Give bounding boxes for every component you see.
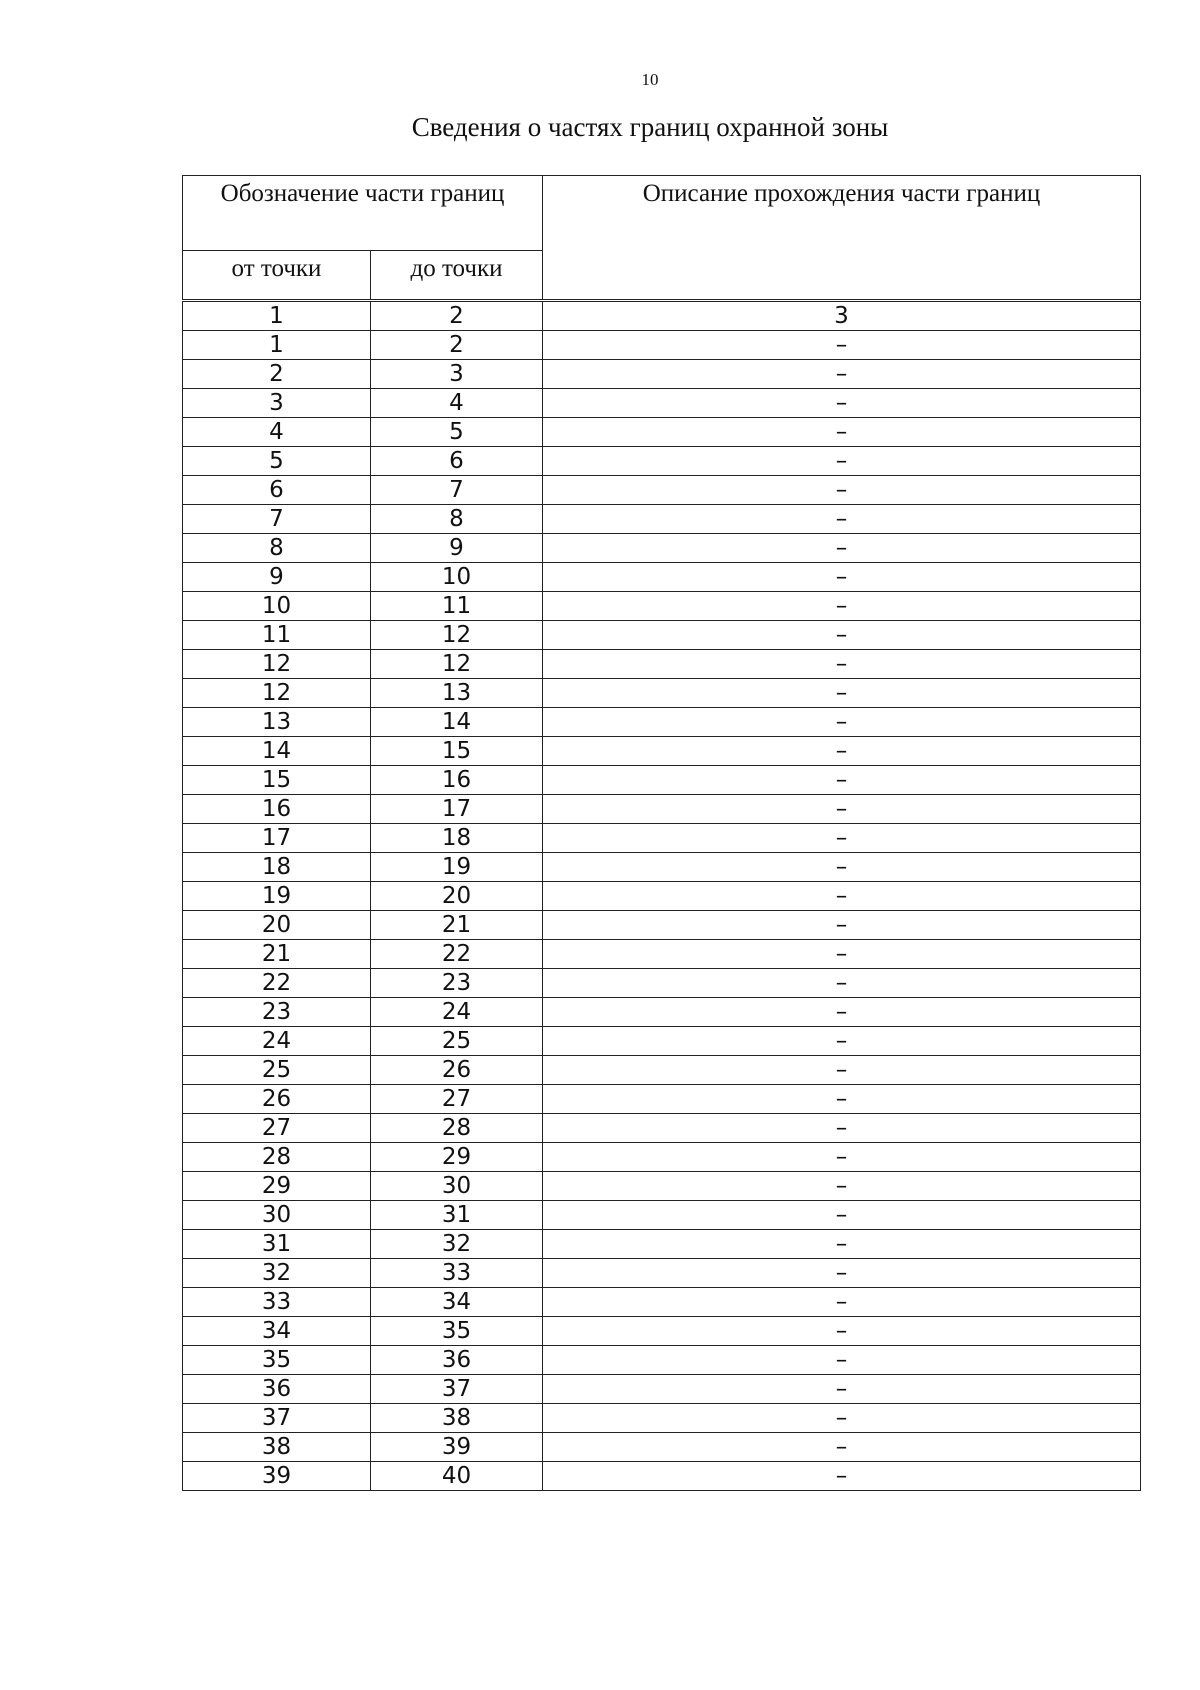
from-point-cell: 26 <box>183 1085 371 1114</box>
page-number: 10 <box>641 70 659 89</box>
from-point-cell: 28 <box>183 1143 371 1172</box>
description-cell: – <box>543 1143 1141 1172</box>
from-point-cell: 7 <box>183 505 371 534</box>
table-row <box>183 563 1141 592</box>
table-row <box>183 592 1141 621</box>
from-point-cell: 39 <box>183 1462 371 1491</box>
table-row <box>183 1404 1141 1433</box>
to-point-cell: 31 <box>371 1201 543 1230</box>
to-point-cell: 18 <box>371 824 543 853</box>
to-point-cell: 12 <box>371 650 543 679</box>
description-cell: – <box>543 592 1141 621</box>
table-row <box>183 1172 1141 1201</box>
table-row <box>183 853 1141 882</box>
table-row <box>183 1433 1141 1462</box>
document-title: Сведения о частях границ охранной зоны <box>411 112 889 142</box>
from-point-cell: 30 <box>183 1201 371 1230</box>
table-row <box>183 476 1141 505</box>
to-point-cell: 27 <box>371 1085 543 1114</box>
description-cell: – <box>543 1027 1141 1056</box>
table-row <box>183 650 1141 679</box>
from-point-cell: 5 <box>183 447 371 476</box>
to-point-cell: 24 <box>371 998 543 1027</box>
table-row <box>183 418 1141 447</box>
from-point-cell: 22 <box>183 969 371 998</box>
header-to-point: до точки <box>371 251 543 301</box>
description-cell: – <box>543 389 1141 418</box>
table-row <box>183 1346 1141 1375</box>
description-cell: – <box>543 998 1141 1027</box>
description-cell: – <box>543 1404 1141 1433</box>
header-designation: Обозначение части границ <box>183 176 543 251</box>
table-row <box>183 679 1141 708</box>
to-point-cell: 29 <box>371 1143 543 1172</box>
to-point-cell: 9 <box>371 534 543 563</box>
description-cell: – <box>543 1317 1141 1346</box>
column-number-2: 2 <box>371 301 543 331</box>
table-row <box>183 1143 1141 1172</box>
to-point-cell: 38 <box>371 1404 543 1433</box>
from-point-cell: 21 <box>183 940 371 969</box>
column-number-3: 3 <box>543 301 1141 331</box>
to-point-cell: 39 <box>371 1433 543 1462</box>
from-point-cell: 33 <box>183 1288 371 1317</box>
description-cell: – <box>543 1375 1141 1404</box>
table-row <box>183 824 1141 853</box>
description-cell: – <box>543 824 1141 853</box>
description-cell: – <box>543 650 1141 679</box>
description-cell: – <box>543 853 1141 882</box>
to-point-cell: 13 <box>371 679 543 708</box>
description-cell: – <box>543 1172 1141 1201</box>
from-point-cell: 15 <box>183 766 371 795</box>
description-cell: – <box>543 679 1141 708</box>
description-cell: – <box>543 476 1141 505</box>
to-point-cell: 8 <box>371 505 543 534</box>
table-row <box>183 998 1141 1027</box>
column-number-1: 1 <box>183 301 371 331</box>
from-point-cell: 10 <box>183 592 371 621</box>
to-point-cell: 30 <box>371 1172 543 1201</box>
from-point-cell: 11 <box>183 621 371 650</box>
to-point-cell: 11 <box>371 592 543 621</box>
description-cell: – <box>543 534 1141 563</box>
to-point-cell: 22 <box>371 940 543 969</box>
table-row <box>183 882 1141 911</box>
from-point-cell: 36 <box>183 1375 371 1404</box>
from-point-cell: 12 <box>183 679 371 708</box>
from-point-cell: 1 <box>183 331 371 360</box>
from-point-cell: 4 <box>183 418 371 447</box>
description-cell: – <box>543 1201 1141 1230</box>
from-point-cell: 17 <box>183 824 371 853</box>
from-point-cell: 8 <box>183 534 371 563</box>
to-point-cell: 36 <box>371 1346 543 1375</box>
description-cell: – <box>543 969 1141 998</box>
description-cell: – <box>543 1346 1141 1375</box>
table-row <box>183 795 1141 824</box>
description-cell: – <box>543 447 1141 476</box>
from-point-cell: 29 <box>183 1172 371 1201</box>
from-point-cell: 37 <box>183 1404 371 1433</box>
table-row <box>183 1317 1141 1346</box>
description-cell: – <box>543 360 1141 389</box>
to-point-cell: 19 <box>371 853 543 882</box>
description-cell: – <box>543 621 1141 650</box>
from-point-cell: 2 <box>183 360 371 389</box>
from-point-cell: 24 <box>183 1027 371 1056</box>
table-row <box>183 1201 1141 1230</box>
from-point-cell: 14 <box>183 737 371 766</box>
from-point-cell: 18 <box>183 853 371 882</box>
table-row <box>183 969 1141 998</box>
description-cell: – <box>543 1056 1141 1085</box>
to-point-cell: 28 <box>371 1114 543 1143</box>
from-point-cell: 19 <box>183 882 371 911</box>
boundary-parts-table <box>182 175 1141 1491</box>
description-cell: – <box>543 1462 1141 1491</box>
to-point-cell: 4 <box>371 389 543 418</box>
to-point-cell: 23 <box>371 969 543 998</box>
description-cell: – <box>543 331 1141 360</box>
to-point-cell: 26 <box>371 1056 543 1085</box>
table-row <box>183 447 1141 476</box>
from-point-cell: 3 <box>183 389 371 418</box>
description-cell: – <box>543 563 1141 592</box>
to-point-cell: 10 <box>371 563 543 592</box>
description-cell: – <box>543 418 1141 447</box>
table-row <box>183 1375 1141 1404</box>
table-row <box>183 708 1141 737</box>
from-point-cell: 27 <box>183 1114 371 1143</box>
description-cell: – <box>543 1085 1141 1114</box>
column-number-row <box>183 301 1141 331</box>
from-point-cell: 6 <box>183 476 371 505</box>
header-from-point: от точки <box>183 251 371 301</box>
description-cell: – <box>543 1433 1141 1462</box>
to-point-cell: 16 <box>371 766 543 795</box>
description-cell: – <box>543 766 1141 795</box>
table-row <box>183 360 1141 389</box>
to-point-cell: 12 <box>371 621 543 650</box>
to-point-cell: 7 <box>371 476 543 505</box>
from-point-cell: 34 <box>183 1317 371 1346</box>
table-row <box>183 737 1141 766</box>
description-cell: – <box>543 505 1141 534</box>
table-row <box>183 940 1141 969</box>
table-row <box>183 389 1141 418</box>
from-point-cell: 35 <box>183 1346 371 1375</box>
to-point-cell: 33 <box>371 1259 543 1288</box>
from-point-cell: 31 <box>183 1230 371 1259</box>
table-row <box>183 1259 1141 1288</box>
from-point-cell: 12 <box>183 650 371 679</box>
table-row <box>183 1085 1141 1114</box>
table-row <box>183 1114 1141 1143</box>
table-row <box>183 534 1141 563</box>
description-cell: – <box>543 1230 1141 1259</box>
description-cell: – <box>543 911 1141 940</box>
to-point-cell: 37 <box>371 1375 543 1404</box>
to-point-cell: 17 <box>371 795 543 824</box>
table-row <box>183 1288 1141 1317</box>
description-cell: – <box>543 940 1141 969</box>
to-point-cell: 5 <box>371 418 543 447</box>
to-point-cell: 3 <box>371 360 543 389</box>
description-cell: – <box>543 795 1141 824</box>
table-row <box>183 766 1141 795</box>
header-description: Описание прохождения части границ <box>543 176 1141 301</box>
to-point-cell: 25 <box>371 1027 543 1056</box>
to-point-cell: 20 <box>371 882 543 911</box>
to-point-cell: 35 <box>371 1317 543 1346</box>
from-point-cell: 16 <box>183 795 371 824</box>
table-row <box>183 1230 1141 1259</box>
description-cell: – <box>543 1114 1141 1143</box>
to-point-cell: 2 <box>371 331 543 360</box>
to-point-cell: 40 <box>371 1462 543 1491</box>
to-point-cell: 14 <box>371 708 543 737</box>
table-row <box>183 1056 1141 1085</box>
to-point-cell: 34 <box>371 1288 543 1317</box>
description-cell: – <box>543 708 1141 737</box>
to-point-cell: 21 <box>371 911 543 940</box>
description-cell: – <box>543 882 1141 911</box>
table-row <box>183 1027 1141 1056</box>
from-point-cell: 20 <box>183 911 371 940</box>
description-cell: – <box>543 1288 1141 1317</box>
table-row <box>183 505 1141 534</box>
from-point-cell: 23 <box>183 998 371 1027</box>
from-point-cell: 13 <box>183 708 371 737</box>
from-point-cell: 32 <box>183 1259 371 1288</box>
to-point-cell: 15 <box>371 737 543 766</box>
table-row <box>183 331 1141 360</box>
description-cell: – <box>543 737 1141 766</box>
table-row <box>183 1462 1141 1491</box>
to-point-cell: 32 <box>371 1230 543 1259</box>
from-point-cell: 25 <box>183 1056 371 1085</box>
description-cell: – <box>543 1259 1141 1288</box>
table-body <box>183 301 1141 1491</box>
from-point-cell: 9 <box>183 563 371 592</box>
from-point-cell: 38 <box>183 1433 371 1462</box>
table-row <box>183 911 1141 940</box>
to-point-cell: 6 <box>371 447 543 476</box>
table-row <box>183 621 1141 650</box>
